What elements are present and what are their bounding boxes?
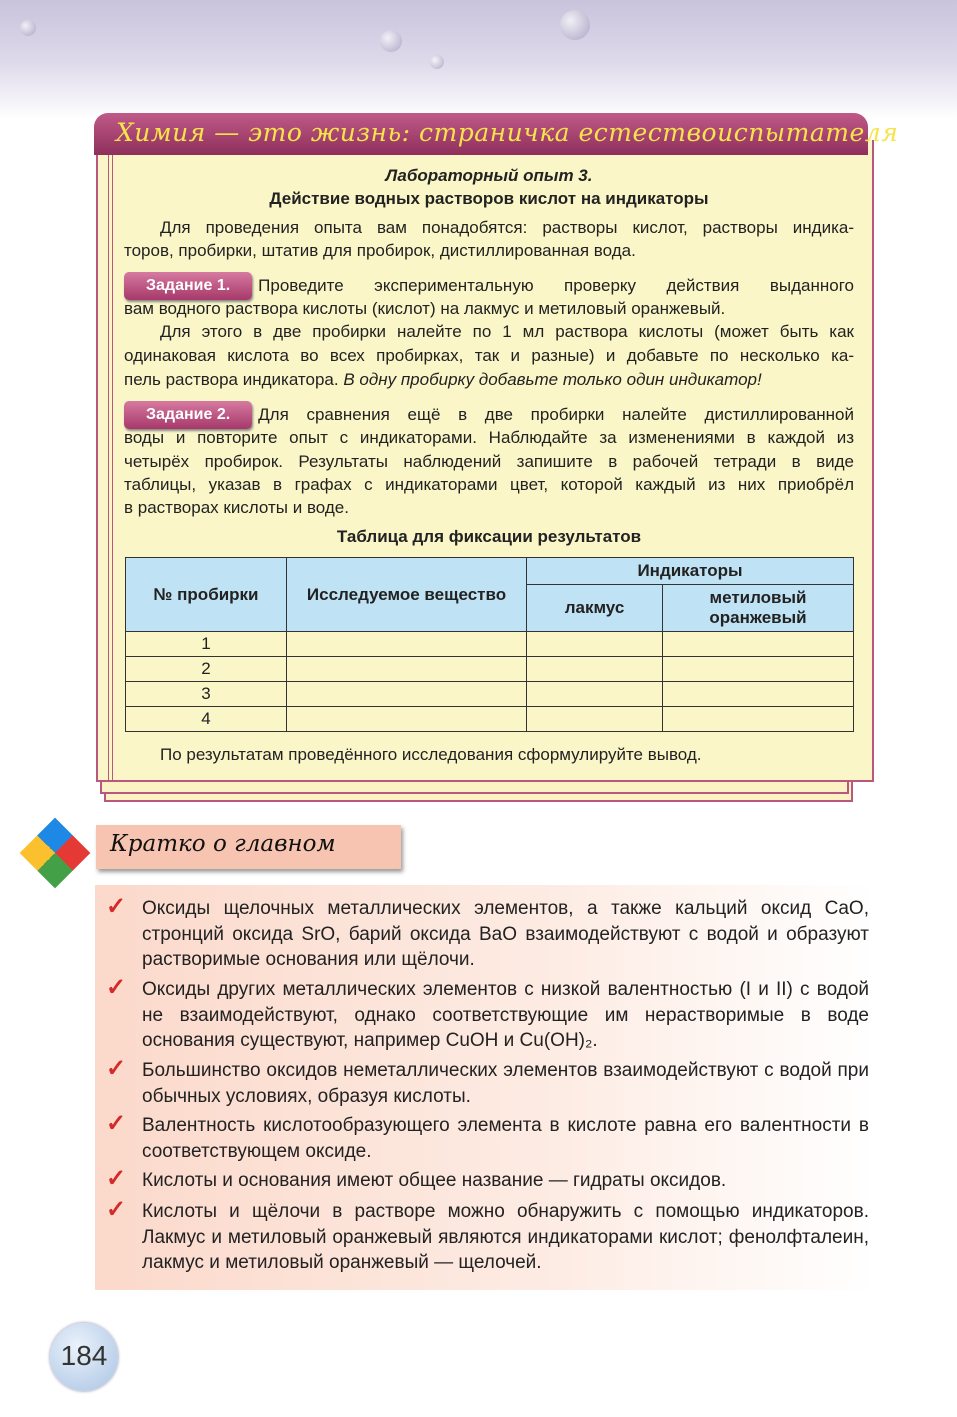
task2-text: Для сравнения ещё в две пробирки налейте дистиллированной <box>258 405 854 424</box>
summary-item: ✓ Оксиды щелочных металлических элементов, а также кальций оксид CaO, стронций оксида SrO, барий оксида BaO взаимодействуют с водой и образуют растворимые основания или щёлочи. <box>106 893 869 970</box>
col-indicators: Индикаторы <box>527 558 854 585</box>
task2-text: таблицы, указав в графах с индикаторами цвет, которой каждый из них приобрёл <box>124 475 854 494</box>
table-row <box>126 632 854 657</box>
intro-text: торов, пробирки, штатив для пробирок, дистиллированная вода. <box>124 241 636 260</box>
task1-text: Для этого в две пробирки налейте по 1 мл раствора кислоты (может быть как <box>160 322 854 341</box>
task2-text: четырёх пробирок. Результаты наблюдений запишите в рабочей тетради в виде <box>124 452 854 471</box>
bubble-decoration <box>380 30 402 52</box>
summary-item: ✓ Валентность кислотообразующего элемента в кислоте равна его валентности в соответствующем оксиде. <box>106 1110 869 1162</box>
tube-number: 2 <box>126 657 287 682</box>
summary-title: Кратко о главном <box>110 831 336 857</box>
table-title: Таблица для фиксации результатов <box>336 527 642 546</box>
summary-item: ✓ Оксиды других металлических элементов с низкой валентностью (I и II) с водой не взаимодействуют, однако соответствующие им нерастворимые в воде основания существуют, например CuOH и Cu(OH)₂. <box>106 974 869 1051</box>
task1-text: вам водного раствора кислоты (кислот) на лакмус и метиловый оранжевый. <box>124 299 726 318</box>
section-title-bar <box>94 113 899 155</box>
summary-item: ✓ Кислоты и основания имеют общее название — гидраты оксидов. <box>106 1165 727 1192</box>
tube-number: 4 <box>126 707 287 732</box>
results-table <box>125 557 854 732</box>
bubble-decoration <box>20 20 36 36</box>
page-number: 184 <box>60 1340 108 1371</box>
bubble-decoration <box>560 10 590 40</box>
task1-text: пель раствора индикатора. <box>124 370 339 389</box>
task1-badge: Задание 1. <box>124 272 252 300</box>
col-tube-number: № пробирки <box>126 558 287 632</box>
task1-text: одинаковая кислота во всех пробирках, так и разные) и добавьте по несколько ка- <box>124 346 854 365</box>
table-row <box>126 682 854 707</box>
bubble-decoration <box>430 55 444 69</box>
tube-number: 1 <box>126 632 287 657</box>
lab-subtitle: Действие водных растворов кислот на индикаторы <box>269 189 709 208</box>
task2-text: в растворах кислоты и воде. <box>124 498 349 517</box>
colorful-diamond-icon <box>20 818 91 889</box>
summary-item: ✓ Большинство оксидов неметаллических элементов взаимодействуют с водой при обычных условиях, образуя кислоты. <box>106 1055 869 1107</box>
summary-header <box>96 825 401 869</box>
checkmark-icon: ✓ <box>106 1196 127 1223</box>
conclusion-text: По результатам проведённого исследования сформулируйте вывод. <box>160 745 702 764</box>
task2-badge: Задание 2. <box>124 401 252 429</box>
checkmark-icon: ✓ <box>106 893 127 920</box>
intro-text: Для проведения опыта вам понадобятся: растворы кислот, растворы индика- <box>160 218 854 237</box>
task2-text: воды и повторите опыт с индикаторами. Наблюдайте за изменениями в каждой из <box>124 428 854 447</box>
table-row <box>126 707 854 732</box>
page-number-badge <box>50 1323 118 1391</box>
checkmark-icon: ✓ <box>106 1165 127 1192</box>
summary-item: ✓ Кислоты и щёлочи в растворе можно обнаружить с помощью индикаторов. Лакмус и метиловый оранжевый являются индикаторами кислот; фенолфталеин, лакмус и метиловый оранжевый — щелочей. <box>106 1196 869 1273</box>
lab-title: Лабораторный опыт 3. <box>385 166 593 185</box>
col-substance: Исследуемое вещество <box>287 558 527 632</box>
col-methyl-orange: метиловый оранжевый <box>663 585 854 632</box>
task1-note: В одну пробирку добавьте только один индикатор! <box>343 370 762 389</box>
checkmark-icon: ✓ <box>106 974 127 1001</box>
tube-number: 3 <box>126 682 287 707</box>
task1-text: Проведите экспериментальную проверку действия выданного <box>258 276 854 295</box>
table-row <box>126 657 854 682</box>
header-background <box>0 0 957 120</box>
checkmark-icon: ✓ <box>106 1110 127 1137</box>
section-title: Химия — это жизнь: страничка естествоиспытателя <box>116 118 899 147</box>
col-litmus: лакмус <box>527 585 663 632</box>
checkmark-icon: ✓ <box>106 1055 127 1082</box>
